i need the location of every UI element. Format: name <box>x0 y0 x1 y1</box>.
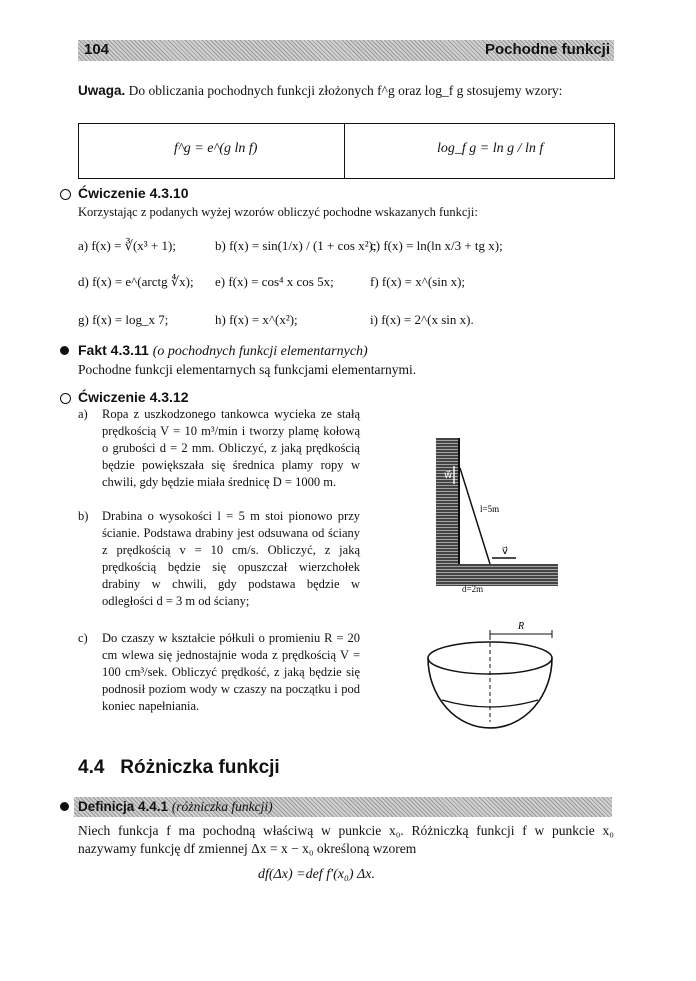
fact-text: Pochodne funkcji elementarnych są funkcjami elementarnymi. <box>78 362 417 377</box>
item-label: b) <box>78 509 89 523</box>
label-l: l=5m <box>480 504 500 514</box>
box-divider <box>344 124 345 178</box>
exercise-part-a: Ropa z uszkodzonego tankowca wycieka ze stałą prędkością V = 10 m³/min i tworzy plamę kołową o grubości d = 2 mm. Obliczyć, z jaką prędkością będzie powiększała się średnica plamy ropy w chwili, gdy będzie miała średnicę D = 1000 m. <box>102 407 360 489</box>
ladder-figure <box>430 436 560 596</box>
exercise-title: Ćwiczenie 4.3.10 <box>78 185 189 201</box>
exercise-item: a) f(x) = ∛(x³ + 1); <box>78 238 176 253</box>
exercise-item: e) f(x) = cos⁴ x cos 5x; <box>215 274 334 289</box>
item-label: a) <box>78 407 88 421</box>
definition-heading <box>78 799 273 815</box>
definition-bullet-icon <box>60 802 69 811</box>
wall <box>436 438 458 576</box>
exercise-intro: Korzystając z podanych wyżej wzorów obliczyć pochodne wskazanych funkcji: <box>78 205 478 219</box>
exercise-item: c) f(x) = ln(ln x/3 + tg x); <box>370 238 503 253</box>
page-number: 104 <box>84 41 110 58</box>
exercise-item: i) f(x) = 2^(x sin x). <box>370 312 474 327</box>
definition-text: Niech funkcja f ma pochodną właściwą w punkcie x₀. Różniczką funkcji f w punkcie x₀ nazywamy funkcję df zmiennej Δx = x − x₀ określoną wzorem <box>78 823 614 856</box>
section-number: 4.4 <box>78 757 105 778</box>
exercise-title: Ćwiczenie 4.3.12 <box>78 389 189 405</box>
exercise-item: f) f(x) = x^(sin x); <box>370 274 466 289</box>
formula-power: f^g = e^(g ln f) <box>174 141 258 156</box>
label-d: d=2m <box>462 584 484 594</box>
exercise-part-c: Do czaszy w kształcie półkuli o promieniu R = 20 cm wlewa się jednostajnie woda z prędkością V = 100 cm³/sek. Obliczyć prędkość, z jaką będzie się podnosił poziom wody w czaszy na początku i pod koniec napełniania. <box>102 631 360 713</box>
label-r: R <box>518 621 525 632</box>
exercise-item: g) f(x) = log_x 7; <box>78 312 169 327</box>
fact-title: Fakt 4.3.11 <box>78 342 149 358</box>
ground <box>436 564 558 586</box>
note-paragraph <box>78 82 616 100</box>
label-v: v⃗ <box>502 546 508 557</box>
definition-subtitle: (różniczka funkcji) <box>171 799 273 814</box>
exercise-item: b) f(x) = sin(1/x) / (1 + cos x²); <box>215 238 377 253</box>
exercise-bullet-icon <box>60 393 71 404</box>
formula-log: log_f g = ln g / ln f <box>437 141 544 156</box>
definition-title: Definicja 4.4.1 <box>78 799 169 814</box>
ladder-line <box>460 468 490 564</box>
running-header <box>78 40 614 61</box>
note-text: Do obliczania pochodnych funkcji złożonych f^g oraz log_f g stosujemy wzory: <box>128 83 563 98</box>
exercise-bullet-icon <box>60 189 71 200</box>
fact-bullet-icon <box>60 346 69 355</box>
exercise-item: h) f(x) = x^(x²); <box>215 312 298 327</box>
exercise-item: d) f(x) = e^(arctg ∜x); <box>78 274 194 289</box>
item-label: c) <box>78 631 88 645</box>
definition-formula: df(Δx) =def f′(x₀) Δx. <box>258 867 375 882</box>
formula-box <box>78 123 615 179</box>
fact-heading <box>78 342 368 360</box>
exercise-part-b: Drabina o wysokości l = 5 m stoi pionowo przy ścianie. Podstawa drabiny jest odsuwana od ściany z prędkością v = 10 cm/s. Obliczyć, z jaką prędkością będzie się opuszczał wierzchołek drabiny w chwili, gdy podstawa będzie w odległości d = 3 m od ściany; <box>102 509 360 608</box>
fact-subtitle: (o pochodnych funkcji elementarnych) <box>152 344 368 359</box>
chapter-title: Pochodne funkcji <box>484 41 610 58</box>
definition-bar <box>74 797 612 817</box>
bowl-figure <box>422 618 562 740</box>
section-title: Różniczka funkcji <box>120 757 280 778</box>
label-w: w⃗ <box>444 470 453 481</box>
section-heading <box>78 757 280 779</box>
note-label: Uwaga. <box>78 83 126 98</box>
